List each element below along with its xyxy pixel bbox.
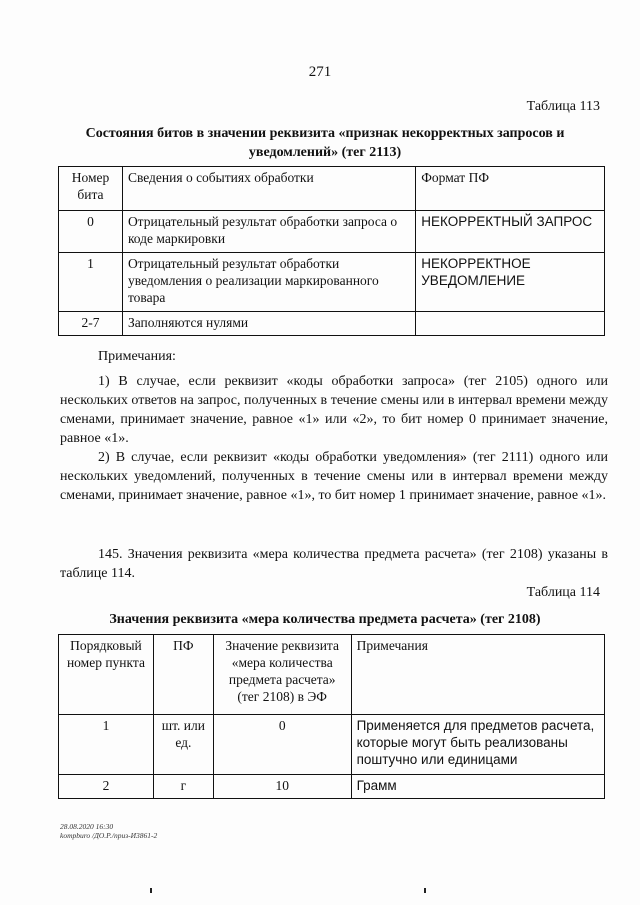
- table-113-title: [60, 124, 590, 162]
- event-cell: Отрицательный результат обработки уведомления о реализации маркированного товара: [122, 253, 415, 312]
- table-113-title-line-2: уведомлений» (тег 2113): [248, 145, 402, 160]
- scan-mark: [150, 888, 152, 893]
- value-cell: 0: [213, 715, 351, 775]
- header-notes: Примечания: [351, 635, 604, 715]
- header-item-number: Порядковый номер пункта: [59, 635, 154, 715]
- bit-cell: 2-7: [59, 312, 123, 336]
- header-pf: ПФ: [153, 635, 213, 715]
- item-number-cell: 2: [59, 775, 154, 799]
- note-2: 2) В случае, если реквизит «коды обработки уведомления» (тег 2111) одного или нескольких уведомлений, полученных в течение смены или в интервал времени между сменами, принимает значение, равное «1», то бит номер 1 принимает значение, равное «1».: [60, 450, 608, 503]
- footer-filepath: kompburo /ДО.Р./приз-И3861-2: [60, 831, 158, 840]
- page-number: 271: [308, 64, 332, 80]
- pf-cell: шт. или ед.: [153, 715, 213, 775]
- table-114-header-row: [59, 635, 605, 715]
- header-pf-format: Формат ПФ: [416, 167, 605, 211]
- item-number-cell: 1: [59, 715, 154, 775]
- table-113-header-row: [59, 167, 605, 211]
- table-113: [58, 166, 605, 336]
- table-114: [58, 634, 605, 799]
- format-cell: [416, 312, 605, 336]
- pf-cell: г: [153, 775, 213, 799]
- bit-cell: 0: [59, 211, 123, 253]
- format-cell: НЕКОРРЕКТНОЕ УВЕДОМЛЕНИЕ: [416, 253, 605, 312]
- scan-mark: [424, 888, 426, 893]
- table-113-title-line-1: Состояния битов в значении реквизита «признак некорректных запросов и: [85, 126, 565, 141]
- table-row: [59, 775, 605, 799]
- header-event-info: Сведения о событиях обработки: [122, 167, 415, 211]
- table-114-title: Значения реквизита «мера количества предмета расчета» (тег 2108): [109, 612, 541, 627]
- value-cell: 10: [213, 775, 351, 799]
- table-113-caption: Таблица 113: [526, 99, 600, 114]
- event-cell: Заполняются нулями: [122, 312, 415, 336]
- notes-heading: Примечания:: [98, 349, 176, 364]
- note-cell: Применяется для предметов расчета, которые могут быть реализованы поштучно или единицами: [351, 715, 604, 775]
- event-cell: Отрицательный результат обработки запроса о коде маркировки: [122, 211, 415, 253]
- footer-timestamp: 28.08.2020 16:30: [60, 822, 114, 831]
- paragraph-145: 145. Значения реквизита «мера количества предмета расчета» (тег 2108) указаны в таблице 114.: [60, 547, 608, 581]
- format-cell: НЕКОРРЕКТНЫЙ ЗАПРОС: [416, 211, 605, 253]
- bit-cell: 1: [59, 253, 123, 312]
- header-bit-number: Номер бита: [59, 167, 123, 211]
- header-value-ef: Значение реквизита «мера количества предмета расчета» (тег 2108) в ЭФ: [213, 635, 351, 715]
- note-cell: Грамм: [351, 775, 604, 799]
- table-row: [59, 211, 605, 253]
- table-row: [59, 715, 605, 775]
- table-row: [59, 312, 605, 336]
- note-1: 1) В случае, если реквизит «коды обработки запроса» (тег 2105) одного или нескольких ответов на запрос, полученных в течение смены или в интервал времени между сменами, принимает значение, равное «1» или «2», то бит номер 0 принимает значение, равное «1».: [60, 374, 608, 446]
- table-row: [59, 253, 605, 312]
- table-114-caption: Таблица 114: [526, 585, 600, 600]
